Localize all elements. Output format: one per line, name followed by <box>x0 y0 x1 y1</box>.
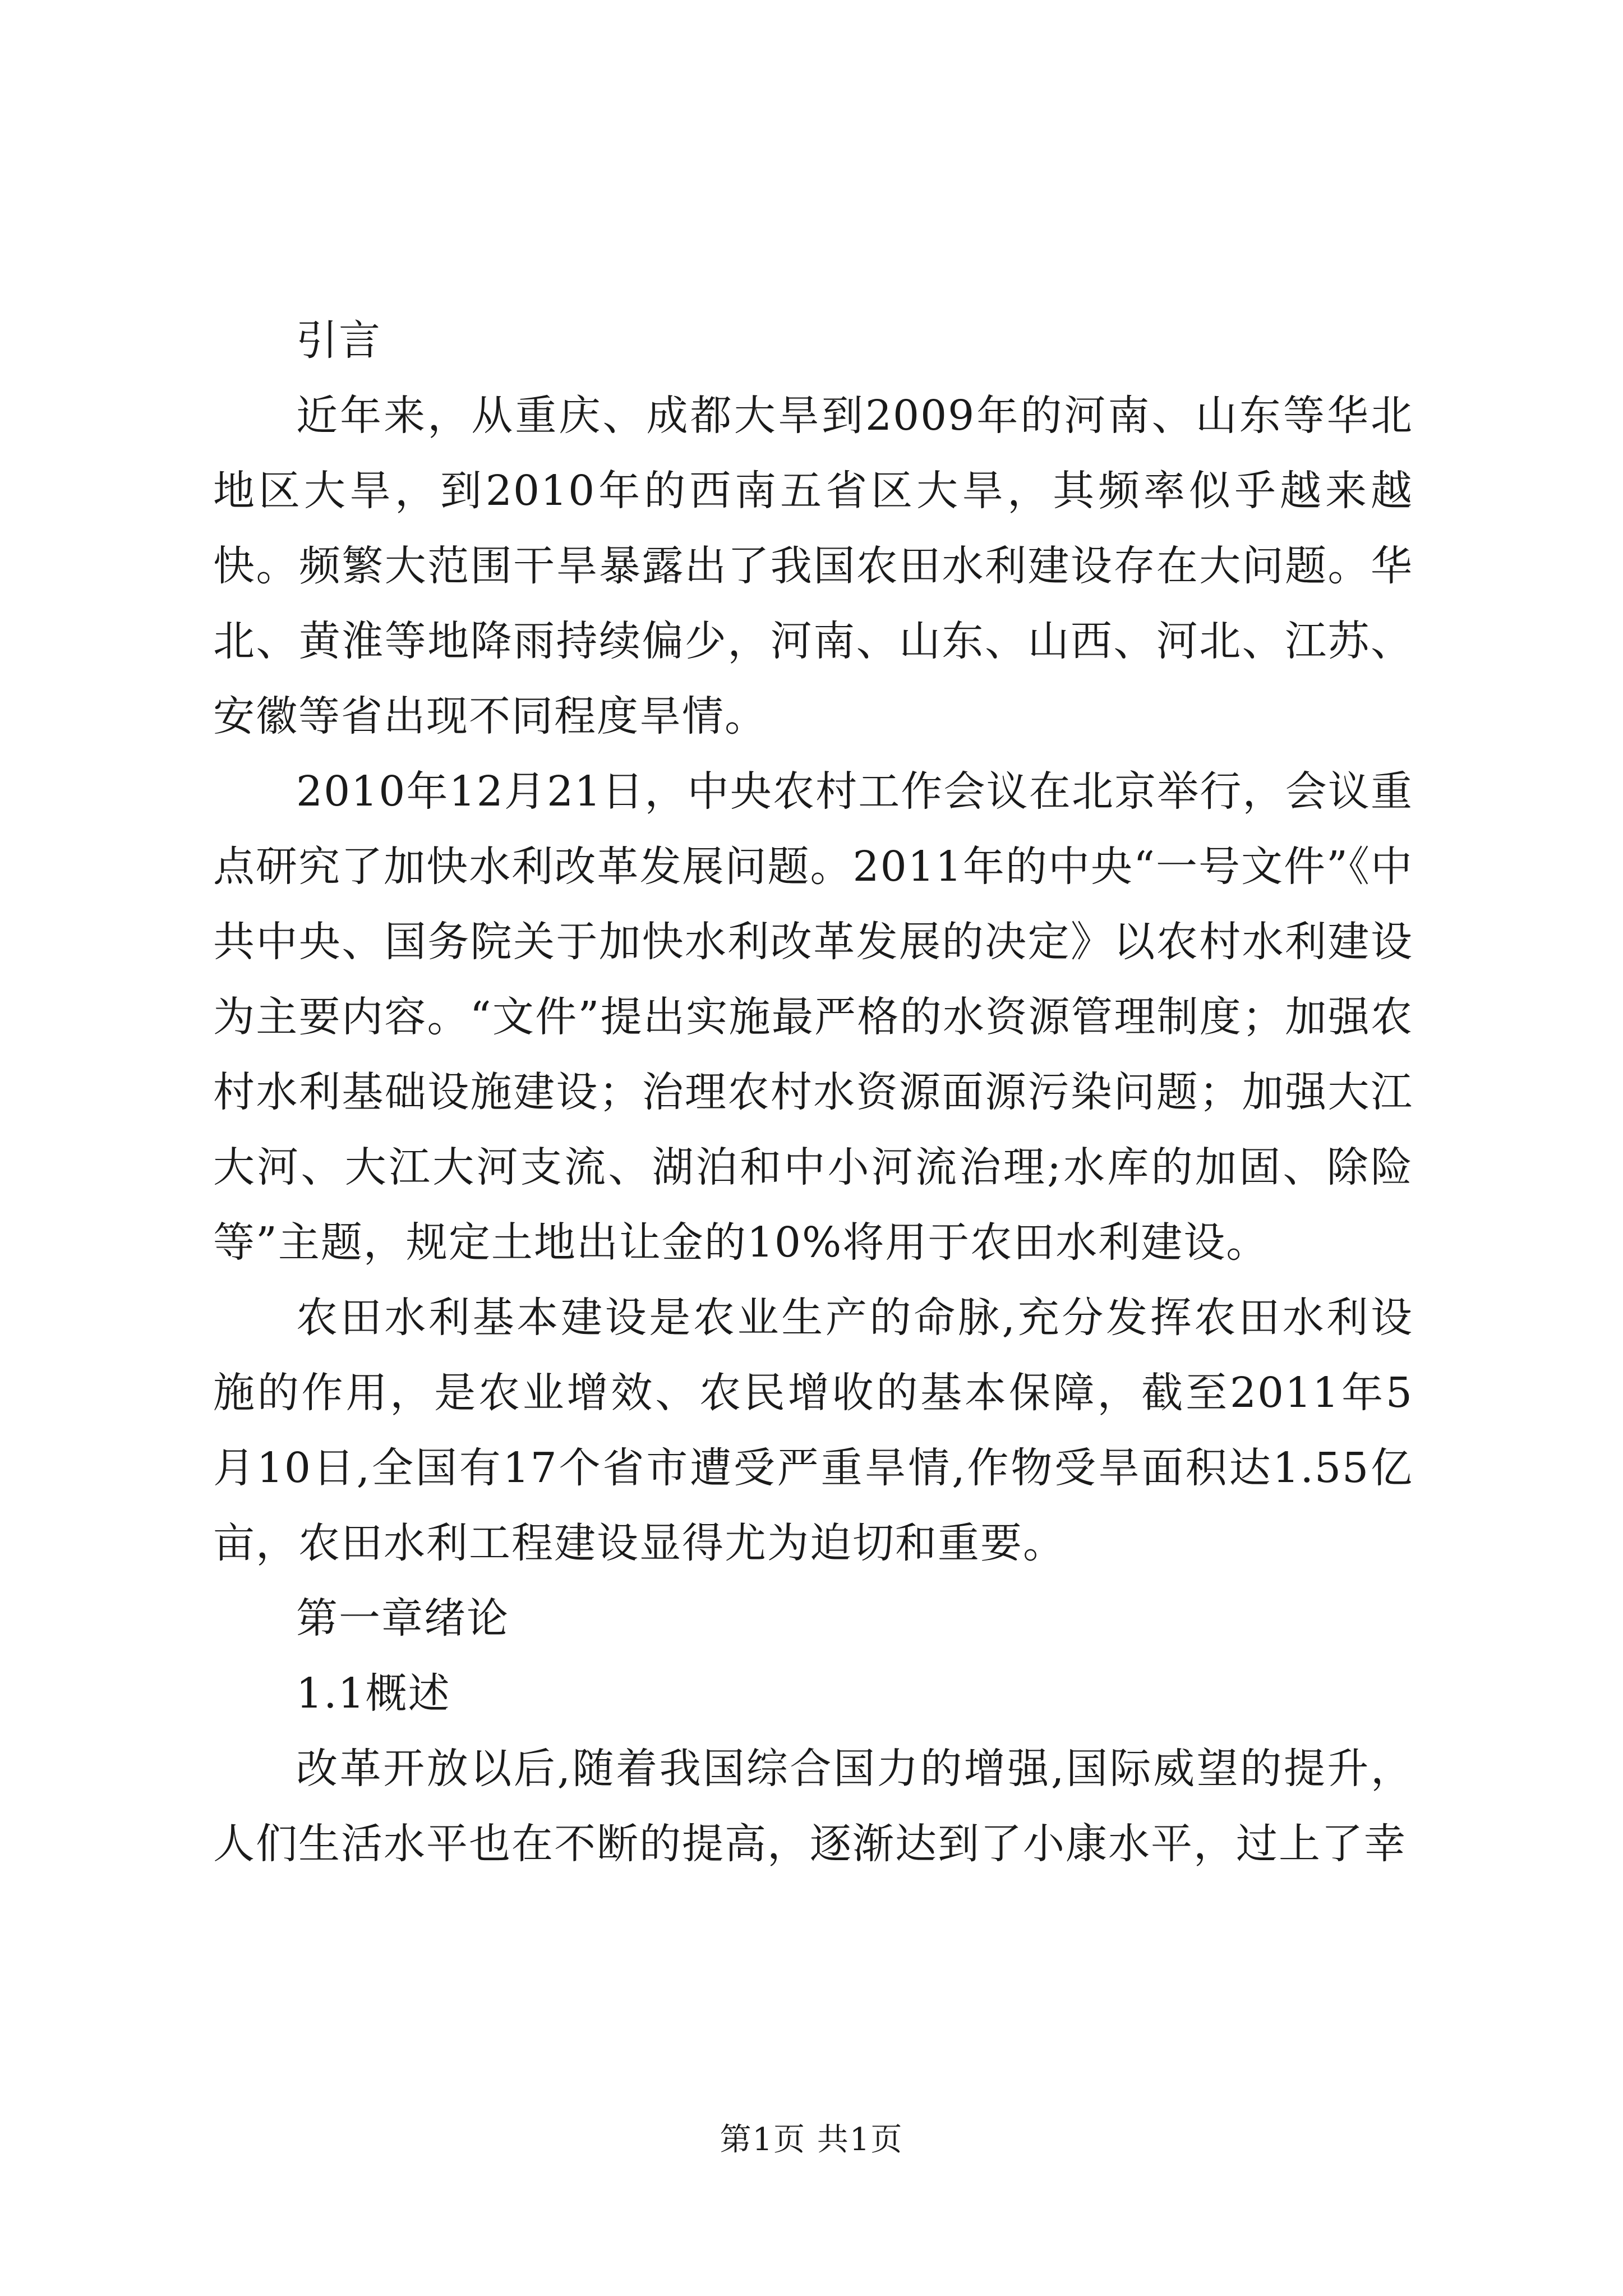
paragraph-irrigation-importance: 农田水利基本建设是农业生产的命脉,充分发挥农田水利设施的作用，是农业增效、农民增收的基本保障，截至2011年5月10日,全国有17个省市遭受严重旱情,作物受旱面积达1.55亿亩，农田水利工程建设显得尤为迫切和重要。 <box>213 1294 1413 1567</box>
page-number-footer: 第1页 共1页 <box>720 2122 903 2158</box>
paragraph-central-document: 2010年12月21日，中央农村工作会议在北京举行，会议重点研究了加快水利改革发展问题。2011年的中央“一号文件”《中共中央、国务院关于加快水利改革发展的决定》以农村水利建设为主要内容。“文件”提出实施最严格的水资源管理制度；加强农村水利基础设施建设；治理农村水资源面源污染问题；加强大江大河、大江大河支流、湖泊和中小河流治理;水库的加固、除险等”主题，规定土地出让金的10%将用于农田水利建设。 <box>213 767 1413 1267</box>
section-heading-intro: 引言 <box>296 316 381 365</box>
paragraph-drought-background: 近年来，从重庆、成都大旱到2009年的河南、山东等华北地区大旱，到2010年的西南五省区大旱，其频率似乎越来越快。频繁大范围干旱暴露出了我国农田水利建设存在大问题。华北、黄淮等地降雨持续偏少，河南、山东、山西、河北、江苏、安徽等省出现不同程度旱情。 <box>213 392 1413 740</box>
document-body <box>213 303 1413 1881</box>
chapter-heading: 第一章绪论 <box>296 1594 509 1642</box>
subsection-heading: 1.1概述 <box>296 1669 451 1718</box>
paragraph-overview: 改革开放以后,随着我国综合国力的增强,国际威望的提升，人们生活水平也在不断的提高，逐渐达到了小康水平，过上了幸 <box>213 1745 1413 1868</box>
